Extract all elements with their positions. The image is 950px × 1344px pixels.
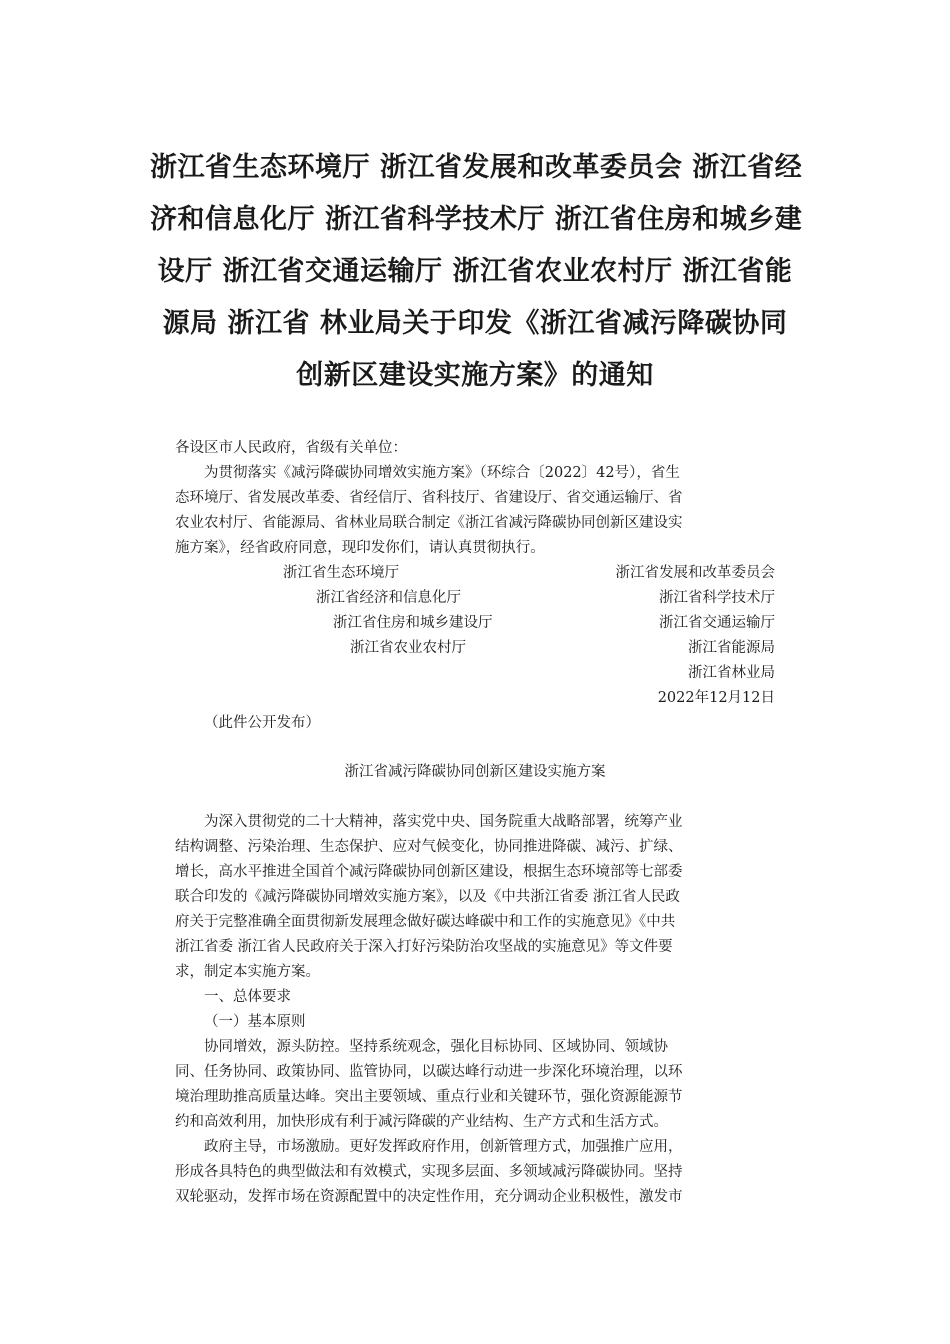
principle-line: 双轮驱动，发挥市场在资源配置中的决定性作用，充分调动企业积极性，激发市: [175, 1189, 683, 1205]
intro-line: 为深入贯彻党的二十大精神，落实党中央、国务院重大战略部署，统筹产业: [204, 814, 683, 830]
signatory-right: 浙江省能源局: [688, 640, 775, 656]
signatory-left: 浙江省农业农村厅: [350, 640, 466, 656]
intro-line: 府关于完整准确全面贯彻新发展理念做好碳达峰碳中和工作的实施意见》《中共: [175, 914, 676, 930]
principle-line: 政府主导，市场激励。更好发挥政府作用，创新管理方式，加强推广应用，: [204, 1139, 683, 1155]
title-line: 济和信息化厅 浙江省科学技术厅 浙江省住房和城乡建: [150, 204, 803, 235]
principle-line: 同、任务协同、政策协同、监管协同，以碳达峰行动进一步深化环境治理，以环: [175, 1064, 683, 1080]
title-line: 浙江省生态环境厅 浙江省发展和改革委员会 浙江省经: [150, 152, 803, 183]
signatory-left: 浙江省经济和信息化厅: [316, 590, 461, 606]
intro-line: 求，制定本实施方案。: [175, 964, 320, 980]
publication-note: （此件公开发布）: [204, 715, 320, 731]
signatory-right: 浙江省发展和改革委员会: [615, 565, 775, 581]
issue-date: 2022年12月12日: [657, 690, 775, 706]
signatory-right: 浙江省科学技术厅: [659, 590, 775, 606]
intro-line: 结构调整、污染治理、生态保护、应对气候变化，协同推进降碳、减污、扩绿、: [175, 839, 683, 855]
date-row: [175, 686, 775, 711]
intro-line: 联合印发的《减污降碳协同增效实施方案》，以及《中共浙江省委 浙江省人民政: [175, 889, 680, 905]
signatory-right: 浙江省林业局: [688, 665, 775, 681]
signatory-row: [175, 561, 775, 586]
title-line: 设厅 浙江省交通运输厅 浙江省农业农村厅 浙江省能: [157, 256, 793, 287]
notice-body-line: 农业农村厅、省能源局、省林业局联合制定《浙江省减污降碳协同创新区建设实: [175, 515, 683, 531]
signatory-right: 浙江省交通运输厅: [659, 615, 775, 631]
document-title: [150, 142, 803, 402]
plan-title-block: [175, 760, 775, 785]
signatory-row: [175, 611, 775, 636]
title-line: 源局 浙江省 林业局关于印发《浙江省减污降碳协同: [162, 308, 788, 339]
signatory-left: 浙江省住房和城乡建设厅: [333, 615, 493, 631]
signatory-left: 浙江省生态环境厅: [283, 565, 399, 581]
notice-body-line: 为贯彻落实《减污降碳协同增效实施方案》（环综合〔2022〕42号），省生: [204, 465, 680, 481]
signatories: [175, 561, 775, 711]
plan-title: 浙江省减污降碳协同创新区建设实施方案: [344, 764, 606, 780]
salutation: 各设区市人民政府，省级有关单位：: [175, 440, 407, 456]
notice-body-line: 态环境厅、省发展改革委、省经信厅、省科技厅、省建设厅、省交通运输厅、省: [175, 490, 683, 506]
intro-line: 浙江省委 浙江省人民政府关于深入打好污染防治攻坚战的实施意见》等文件要: [175, 939, 673, 955]
notice-body-line: 施方案》，经省政府同意，现印发你们，请认真贯彻执行。: [175, 540, 545, 556]
subsection-heading: （一）基本原则: [204, 1014, 306, 1030]
principle-line: 境治理助推高质量达峰。突出主要领域、重点行业和关键环节，强化资源能源节: [175, 1089, 683, 1105]
principle-line: 协同增效，源头防控。坚持系统观念，强化目标协同、区域协同、领域协: [204, 1039, 668, 1055]
signatory-row: [175, 586, 775, 611]
plan-body: [175, 810, 775, 1210]
signatory-row: [175, 636, 775, 661]
signatory-row: [175, 661, 775, 686]
intro-line: 增长，高水平推进全国首个减污降碳协同创新区建设，根据生态环境部等七部委: [175, 864, 683, 880]
section-heading: 一、总体要求: [204, 989, 291, 1005]
notice-section: [175, 436, 775, 736]
principle-line: 形成各具特色的典型做法和有效模式，实现多层面、多领域减污降碳协同。坚持: [175, 1164, 683, 1180]
title-line: 创新区建设实施方案》的通知: [296, 360, 654, 391]
principle-line: 约和高效利用，加快形成有利于减污降碳的产业结构、生产方式和生活方式。: [175, 1114, 668, 1130]
